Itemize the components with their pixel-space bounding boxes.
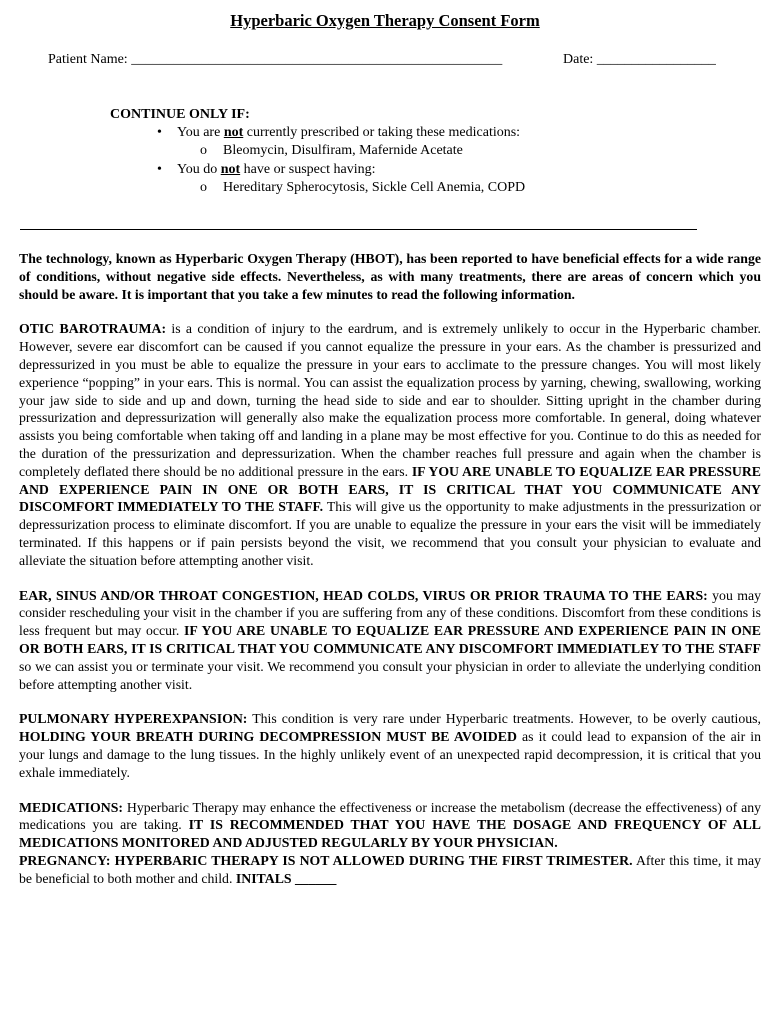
date-field[interactable]: _________________ [596, 52, 716, 67]
section-text: This will give us the opportunity to make adjustments in the pressurization or depressurization process to eliminate discomfort. If you are unable to equalize the pressure in your ears the visit will be immediately terminated. If this happens or if pain persists beyond the visit, we recommend that you consult your physician to evaluate and alleviate the situation before attempting another visit. [19, 499, 762, 568]
section-text: After this time, it may be beneficial to both mother and child. [19, 852, 761, 886]
patient-name-label: Patient Name: [48, 52, 128, 67]
emphasis-not: not [220, 161, 241, 177]
section-heading: PREGNANCY: HYPERBARIC THERAPY IS NOT ALLOWED DURING THE FIRST TRIMESTER. [19, 852, 633, 868]
patient-info-row [48, 52, 738, 68]
ear-sinus-section [19, 587, 761, 694]
sub-bullet-icon: o [200, 143, 207, 159]
form-title: Hyperbaric Oxygen Therapy Consent Form [230, 11, 540, 30]
sub-bullet-text: Bleomycin, Disulfiram, Mafernide Acetate [223, 143, 463, 159]
section-text: you may consider rescheduling your visit in the chamber if you are suffering from any of these conditions. Discomfort from these conditions is less frequent but may occur. [19, 587, 761, 639]
condition-subitem-diseases [110, 179, 670, 197]
pulmonary-section [19, 710, 761, 781]
date-label: Date: [563, 52, 594, 67]
bullet-text: currently prescribed or taking these medications: [243, 125, 521, 141]
otic-barotrauma-section [19, 320, 761, 569]
intro-paragraph: The technology, known as Hyperbaric Oxygen Therapy (HBOT), has been reported to have beneficial effects for a wide range of conditions, without negative side effects. Nevertheless, as with many treatments, there are areas of concern which you should be aware. It is important that you take a few minutes to read the following information. [19, 251, 761, 302]
pregnancy-section [19, 852, 761, 888]
section-text: Hyperbaric Therapy may enhance the effectiveness or increase the metabolism (decrease the effectiveness) of any medications you are taking. [19, 799, 761, 833]
condition-subitem-medications [110, 142, 670, 160]
emphasis-not: not [223, 125, 244, 141]
conditions-heading: CONTINUE ONLY IF: [110, 107, 250, 122]
medications-section [19, 799, 761, 852]
bullet-text: You are [177, 125, 224, 141]
warning-text: IT IS RECOMMENDED THAT YOU HAVE THE DOSAGE AND FREQUENCY OF ALL MEDICATIONS MONITORED AND ADJUSTED REGULARLY BY YOUR PHYSICIAN. [19, 817, 761, 851]
initials-field[interactable]: INITALS ______ [235, 870, 337, 886]
sub-bullet-text: Hereditary Spherocytosis, Sickle Cell Anemia, COPD [223, 179, 526, 195]
bullet-icon: • [157, 125, 162, 141]
section-text: as it could lead to expansion of the air in your lungs and damage to the lung tissues. In the highly unlikely event of an unexpected rapid decompression, it is critical that you exhale immediately. [19, 729, 761, 780]
warning-text: HOLDING YOUR BREATH DURING DECOMPRESSION MUST BE AVOIDED [19, 729, 517, 745]
continue-conditions [110, 106, 670, 197]
section-heading: OTIC BAROTRAUMA: [19, 321, 167, 337]
warning-text: IF YOU ARE UNABLE TO EQUALIZE EAR PRESSURE AND EXPERIENCE PAIN IN ONE OR BOTH EARS, IT IS CRITICAL THAT YOU COMMUNICATE ANY DISCOMFORT IMMEDIATELY TO THE STAFF. [19, 463, 761, 515]
section-text: so we can assist you or terminate your visit. We recommend you consult your physician in order to alleviate the underlying condition before attempting another visit. [19, 658, 761, 692]
section-text: This condition is very rare under Hyperbaric treatments. However, to be overly cautious, [247, 711, 761, 727]
bullet-text: have or suspect having: [240, 161, 376, 177]
date-group [563, 52, 716, 68]
section-heading: EAR, SINUS AND/OR THROAT CONGESTION, HEAD COLDS, VIRUS OR PRIOR TRAUMA TO THE EARS: [19, 587, 708, 603]
condition-bullet-diseases [110, 161, 670, 179]
condition-bullet-medications [110, 124, 670, 142]
warning-text: IF YOU ARE UNABLE TO EQUALIZE EAR PRESSURE AND EXPERIENCE PAIN IN ONE OR BOTH EARS, IT IS CRITICAL THAT YOU COMMUNICATE ANY DISCOMFORT IMMEDIATLEY TO THE STAFF [19, 623, 761, 656]
section-heading: PULMONARY HYPEREXPANSION: [19, 711, 248, 727]
section-text: is a condition of injury to the eardrum, and is extremely unlikely to occur in the Hyperbaric chamber. However, severe ear discomfort can be caused if you cannot equalize the pressure in your ears. As the chamber is pressurized and depressurized in you must be able to equalize the pressure in your ears to acclimate to the pressure changes. You will most likely experience “popping” in your ears. This is normal. You can assist the equalization process by yarning, chewing, swallowing, working your jaw side to side and up and down, turning the head side to side and ear to shoulder. Sitting upright in the chamber during pressurization and depressurization will generally also make the equalization process more comfortable. In general, doing whatever assists you being comfortable when taking off and landing in a plane may be most effective for you. Continue to do this as needed for the duration of the pressurization and depressurization. When the chamber reaches full pressure and again when the chamber is completely deflated there should be no additional pressure in the ears. [19, 321, 761, 479]
consent-body [19, 250, 761, 888]
section-heading: MEDICATIONS: [19, 799, 123, 815]
sub-bullet-icon: o [200, 179, 207, 195]
bullet-text: You do [177, 161, 221, 177]
patient-name-field[interactable]: _____________________________________________________ [131, 52, 503, 67]
section-divider [20, 229, 697, 230]
bullet-icon: • [157, 161, 162, 177]
